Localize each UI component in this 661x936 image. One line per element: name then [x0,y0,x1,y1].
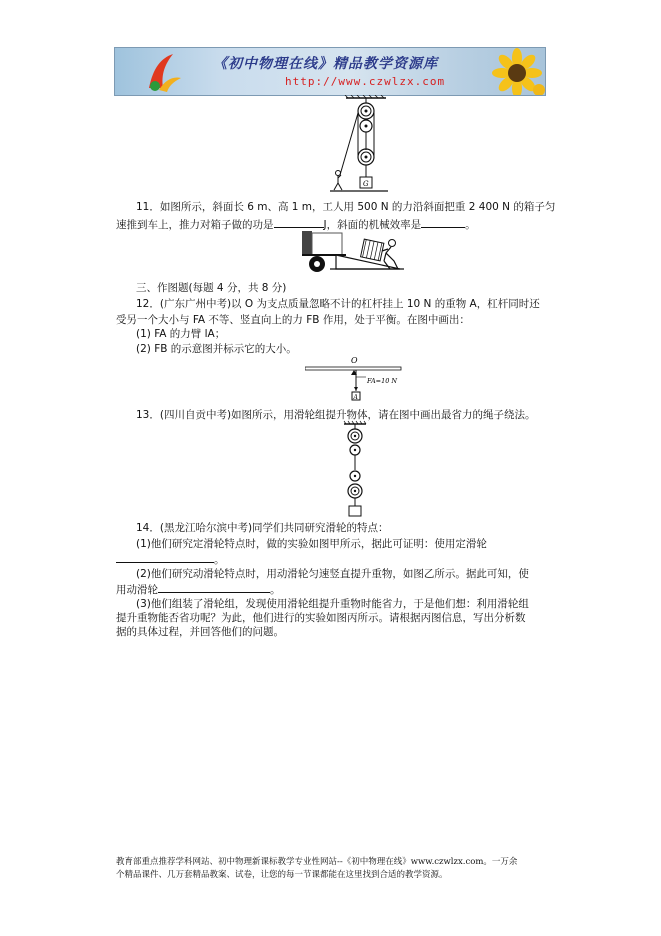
lever-force-label: FA=10 N [367,377,398,385]
sunflower-icon [487,48,546,96]
q14-p2b: 用动滑轮 [116,584,158,596]
q14-p3c: 据的具体过程，并回答他们的问题。 [116,626,284,638]
q11-work-blank[interactable] [274,216,324,228]
q11-line2-text-b: J，斜面的机械效率是 [323,219,422,231]
site-logo-icon [143,50,183,94]
q14-p2-line2 [116,581,281,597]
q14-line1: 14．(黑龙江哈尔滨中考)同学们共同研究滑轮的特点： [136,522,389,534]
svg-text:G: G [363,180,369,188]
pulley-system-figure [330,95,390,193]
q12-item2: (2) FB 的示意图并标示它的大小。 [136,343,297,355]
q14-p1a: (1)他们研究定滑轮特点时，做的实验如图甲所示，据此可证明：使用定滑轮 [136,538,487,550]
lever-figure [305,355,405,405]
section3-heading: 三、作图题(每题 4 分，共 8 分) [136,282,287,294]
q12-item1: (1) FA 的力臂 lA； [136,328,226,340]
footer-line1: 教育部重点推荐学科网站、初中物理新课标教学专业性网站--《初中物理在线》www.czwlzx.com。一万余 [116,857,518,867]
q11-line2-text-a: 速推到车上，推力对箱子做的功是 [116,219,274,231]
banner-url[interactable]: http://www.czwlzx.com [285,75,446,88]
banner-title: 《初中物理在线》精品教学资源库 [213,56,438,72]
q11-line2 [116,216,476,232]
q12-line2: 受另一个大小与 FA 不等、竖直向上的力 FB 作用，处于平衡。在图中画出： [116,314,470,326]
q11-line1: 11．如图所示，斜面长 6 m、高 1 m，工人用 500 N 的力沿斜面把重 2 400 N 的箱子匀 [136,201,556,213]
q13-line1: 13．(四川自贡中考)如图所示，用滑轮组提升物体，请在图中画出最省力的绳子绕法。 [136,409,536,421]
lever-weight-label: A [353,394,358,401]
q14-p2c: 。 [270,584,281,596]
q14-p3b: 提升重物能否省功呢？为此，他们进行的实验如图丙所示。请根据丙图信息，写出分析数 [116,612,526,624]
q14-fixed-pulley-blank[interactable] [116,551,214,563]
incline-truck-figure [300,229,406,275]
q14-p1-line2 [116,551,225,567]
footer-line2: 个精品课件、几万套精品教案、试卷，让您的每一节课都能在这里找到合适的教学资源。 [116,870,448,880]
q11-line2-text-c: 。 [465,219,476,231]
page-footer [116,856,556,882]
pulley-group-figure [340,420,370,518]
q11-efficiency-blank[interactable] [421,216,465,228]
q14-p1b: 。 [214,554,225,566]
site-banner [114,47,546,96]
q14-p2a: (2)他们研究动滑轮特点时，用动滑轮匀速竖直提升重物，如图乙所示。据此可知，使 [136,568,529,580]
q14-movable-pulley-blank[interactable] [158,581,270,593]
q12-line1: 12．(广东广州中考)以 O 为支点质量忽略不计的杠杆挂上 10 N 的重物 A，杠杆同时还 [136,298,540,310]
lever-pivot-label: O [351,356,358,365]
q14-p3a: (3)他们组装了滑轮组，发现使用滑轮组提升重物时能省力，于是他们想：利用滑轮组 [136,598,529,610]
